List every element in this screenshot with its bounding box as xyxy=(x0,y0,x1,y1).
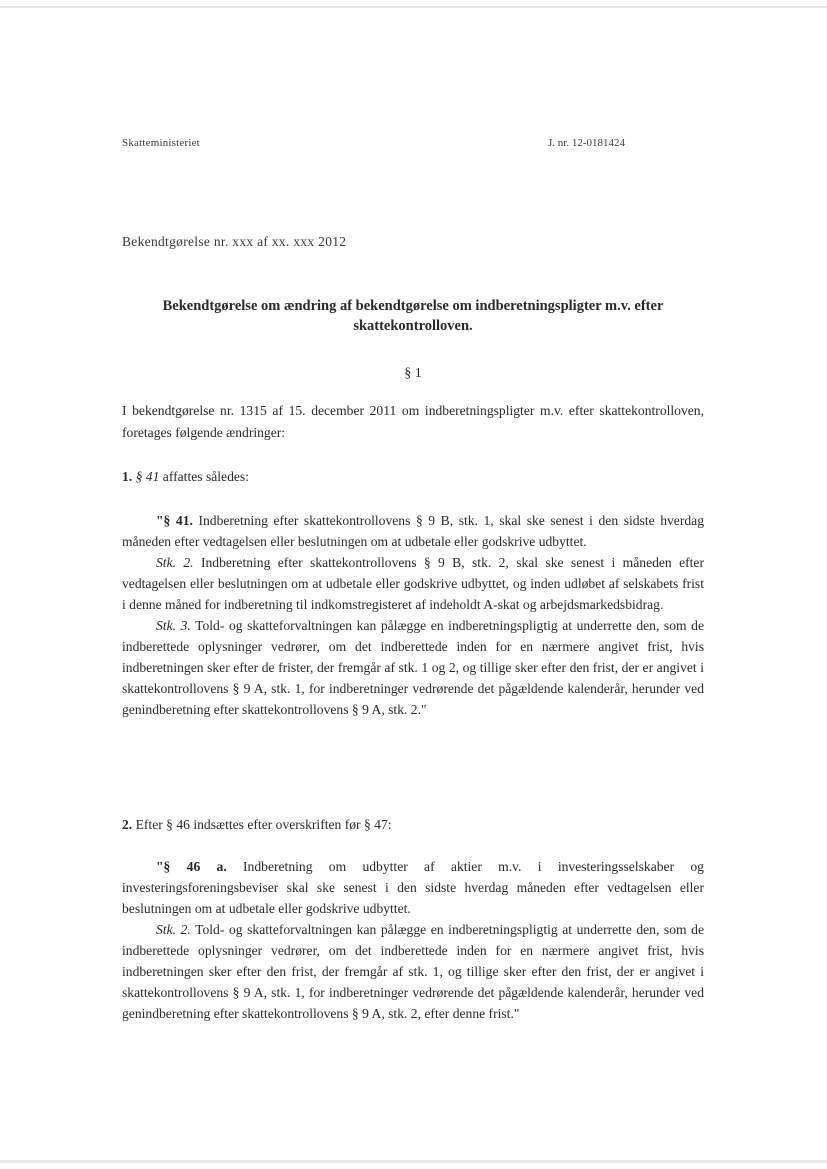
section-41-stk2 xyxy=(122,552,704,615)
section-46a-text: Indberetning om udbytter af aktier m.v. i investeringsselskaber og investeringsforeningsbeviser skal ske senest i den sidste hverdag måneden efter vedtagelsen eller beslutningen om at udbetale eller godskrive udbyttet. xyxy=(122,859,704,916)
section-heading: § 1 xyxy=(404,366,422,381)
stk-label: Stk. 2. xyxy=(156,922,191,937)
section-41-paragraph xyxy=(122,510,704,552)
scan-edge-bottom xyxy=(0,1160,827,1163)
section-46a-label: "§ 46 a. xyxy=(156,859,227,874)
document-title: Bekendtgørelse om ændring af bekendtgørelse om indberetningspligter m.v. efter skattekontrolloven. xyxy=(162,298,664,334)
stk-text: Indberetning efter skattekontrollovens § 9 B, stk. 2, skal ske senest i måneden efter vedtagelsen eller beslutningen om at udbetale eller godskrive udbyttet, og inden udløbet af selskabets frist i denne måned for indberetning til indkomstregisteret af indeholdt A-skat og arbejdsmarkedsbidrag. xyxy=(122,555,704,612)
ministry-name: Skatteministeriet xyxy=(122,137,200,149)
journal-number: J. nr. 12-0181424 xyxy=(548,137,625,149)
item-text: affattes således: xyxy=(159,469,249,484)
order-reference: Bekendtgørelse nr. xxx af xx. xxx 2012 xyxy=(122,234,347,249)
stk-label: Stk. 3. xyxy=(156,618,191,633)
section-46a-block xyxy=(122,856,704,1024)
stk-text: Told- og skatteforvaltningen kan pålægge en indberetningspligtig at underrette den, som de indberettede oplysninger vedrører, om det indberettede inden for en nærmere angivet frist, hvis indberetningen sker efter de frister, der fremgår af stk. 1 og 2, og tillige sker efter den frist, der er angivet i skattekontrollovens § 9 A, stk. 1, for indberetninger vedrørende det pågældende kalenderår, herunder ved genindberetning efter skattekontrollovens § 9 A, stk. 2." xyxy=(122,618,705,717)
section-46a-paragraph xyxy=(122,856,704,919)
section-41-block xyxy=(122,510,704,720)
section-41-stk3 xyxy=(122,615,704,720)
stk-label: Stk. 2. xyxy=(156,555,194,570)
item-number: 2. xyxy=(122,817,133,832)
section-46a-stk2 xyxy=(122,919,704,1024)
stk-text: Told- og skatteforvaltningen kan pålægge en indberetningspligtig at underrette den, som de indberettede oplysninger vedrører, om det indberettede inden for en nærmere angivet frist, hvis indberetningen sker efter den frist, der fremgår af stk. 1, og tillige sker efter den frist, der er angivet i skattekontrollovens § 9 A, stk. 1, for indberetninger vedrørende det pågældende kalenderår, herunder ved genindberetning efter skattekontrollovens § 9 A, stk. 2, efter denne frist." xyxy=(122,922,705,1021)
amendment-item-2 xyxy=(122,814,704,836)
scan-edge-top xyxy=(0,6,827,8)
section-41-text: Indberetning efter skattekontrollovens § 9 B, stk. 1, skal ske senest i den sidste hverdag måneden efter vedtagelsen eller beslutningen om at udbetale eller godskrive udbyttet. xyxy=(122,513,704,549)
item-number: 1. xyxy=(122,469,133,484)
section-41-label: "§ 41. xyxy=(156,513,193,528)
item-text: Efter § 46 indsættes efter overskriften før § 47: xyxy=(132,817,392,832)
amendment-item-1 xyxy=(122,466,704,488)
intro-paragraph: I bekendtgørelse nr. 1315 af 15. december 2011 om indberetningspligter m.v. efter skattekontrolloven, foretages følgende ændringer: xyxy=(122,403,704,440)
item-ref: § 41 xyxy=(135,469,160,484)
